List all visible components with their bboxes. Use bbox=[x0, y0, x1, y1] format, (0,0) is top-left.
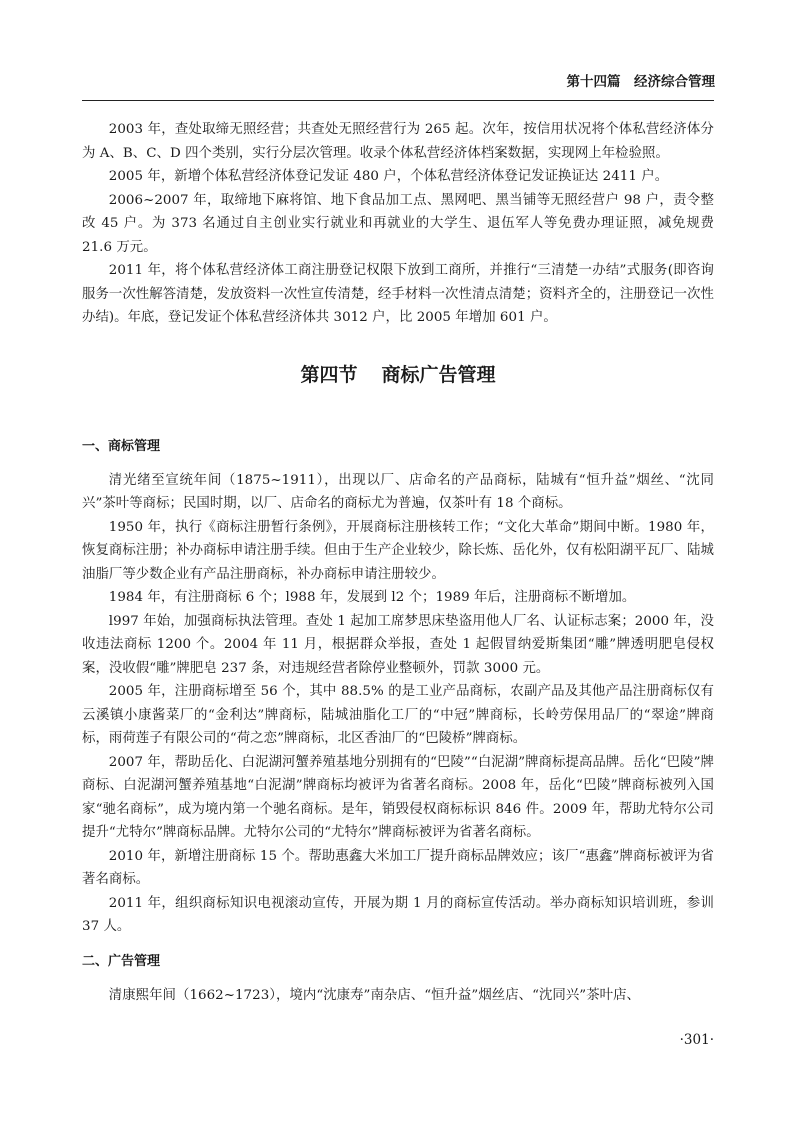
paragraph: 2011 年，组织商标知识电视滚动宣传，开展为期 1 月的商标宣传活动。举办商标知识培训班，参训 37 人。 bbox=[82, 895, 714, 934]
subsection-title: 一、商标管理 bbox=[82, 438, 161, 454]
section-name: 商标广告管理 bbox=[381, 363, 496, 386]
paragraph: 2005 年，新增个体私营经济体登记发证 480 户，个体私营经济体登记发证换证达 2411 户。 bbox=[108, 169, 669, 184]
paragraph: 清光绪至宣统年间（1875~1911），出现以厂、店命名的产品商标，陆城有“恒升益”烟丝、“沈同兴”茶叶等商标；民国时期，以厂、店命名的商标尤为普遍，仅茶叶有 18 个商标。 bbox=[82, 472, 714, 511]
section-number: 第四节 bbox=[300, 363, 358, 386]
section-title bbox=[82, 361, 714, 389]
paragraph: 1984 年，有注册商标 6 个；l988 年，发展到 l2 个；1989 年后，注册商标不断增加。 bbox=[108, 590, 636, 605]
header-rule bbox=[82, 100, 714, 101]
paragraph: 2003 年，查处取缔无照经营；共查处无照经营行为 265 起。次年，按信用状况将个体私营经济体分为 A、B、C、D 四个类别，实行分层次管理。收录个体私营经济体档案数据，实现网上年检验照。 bbox=[82, 122, 714, 161]
subsection-title: 二、广告管理 bbox=[82, 953, 161, 969]
running-header: 第十四篇 经济综合管理 bbox=[566, 74, 715, 90]
paragraph: l997 年始，加强商标执法管理。查处 1 起加工席梦思床垫盗用他人厂名、认证标志案；2000 年，没收违法商标 1200 个。2004 年 11 月，根据群众举报，查处 1 起假冒纳爱斯集团“雕”牌透明肥皂侵权案，没收假“雕”牌肥皂 237 条，对违规经营者除停业整顿外，罚款 3000 元。 bbox=[82, 613, 714, 676]
page-number: ·301· bbox=[679, 1032, 714, 1048]
paragraph: 2011 年，将个体私营经济体工商注册登记权限下放到工商所，并推行“三清楚一办结”式服务(即咨询服务一次性解答清楚，发放资料一次性宣传清楚，经手材料一次性清点清楚；资料齐全的，注册登记一次性办结)。年底，登记发证个体私营经济体共 3012 户，比 2005 年增加 601 户。 bbox=[82, 263, 714, 325]
paragraph: 2006~2007 年，取缔地下麻将馆、地下食品加工点、黑网吧、黑当铺等无照经营户 98 户，责令整改 45 户。为 373 名通过自主创业实行就业和再就业的大学生、退伍军人等免费办理证照，减免规费 21.6 万元。 bbox=[82, 192, 714, 255]
page-body bbox=[82, 118, 714, 1007]
paragraph: 2010 年，新增注册商标 15 个。帮助惠鑫大米加工厂提升商标品牌效应；该厂“惠鑫”牌商标被评为省著名商标。 bbox=[82, 848, 714, 887]
paragraph: 1950 年，执行《商标注册暂行条例》，开展商标注册核转工作；“文化大革命”期间中断。1980 年，恢复商标注册；补办商标申请注册手续。但由于生产企业较少，除长炼、岳化外，仅有松阳湖平瓦厂、陆城油脂厂等少数企业有产品注册商标，补办商标申请注册较少。 bbox=[82, 519, 714, 582]
paragraph: 2007 年，帮助岳化、白泥湖河蟹养殖基地分别拥有的“巴陵”“白泥湖”牌商标提高品牌。岳化“巴陵”牌商标、白泥湖河蟹养殖基地“白泥湖”牌商标均被评为省著名商标。2008 年，岳化“巴陵”牌商标被列入国家“驰名商标”，成为境内第一个驰名商标。是年，销毁侵权商标标识 846 件。2009 年，帮助尤特尔公司提升“尤特尔”牌商标品牌。尤特尔公司的“尤特尔”牌商标被评为省著名商标。 bbox=[82, 754, 714, 840]
paragraph: 2005 年，注册商标增至 56 个，其中 88.5% 的是工业产品商标，农副产品及其他产品注册商标仅有云溪镇小康酱菜厂的“金利达”牌商标，陆城油脂化工厂的“中冠”牌商标，长岭劳保用品厂的“翠途”牌商标，雨荷莲子有限公司的“荷之恋”牌商标，北区香油厂的“巴陵桥”牌商标。 bbox=[82, 684, 714, 746]
paragraph: 清康熙年间（1662~1723），境内“沈康寿”南杂店、“恒升益”烟丝店、“沈同兴”茶叶店、 bbox=[108, 987, 640, 1003]
